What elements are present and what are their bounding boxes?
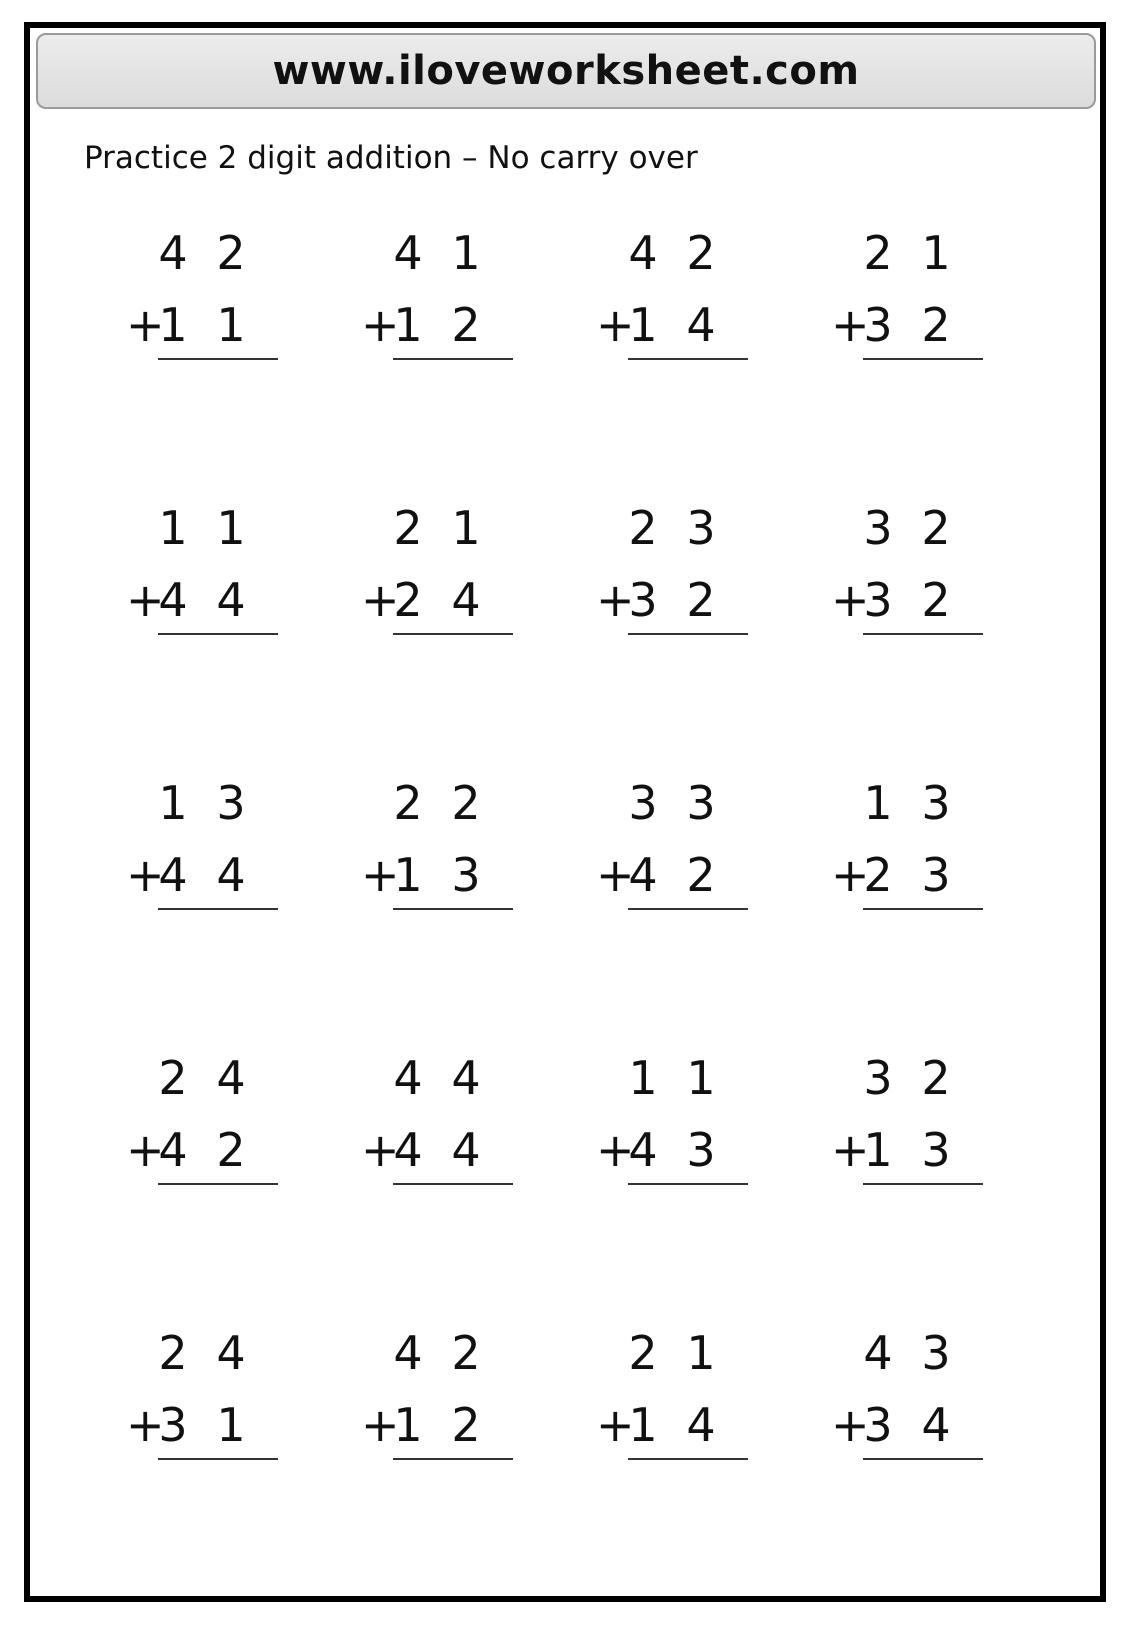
tens-digit: 4	[628, 226, 658, 280]
ones-digit: 2	[451, 1326, 481, 1380]
ones-digit: 3	[686, 1123, 716, 1177]
plus-sign: +	[361, 298, 400, 352]
addition-problem	[126, 1326, 296, 1470]
addition-problem	[596, 226, 766, 370]
tens-digit: 2	[628, 1326, 658, 1380]
ones-digit: 3	[921, 1123, 951, 1177]
tens-digit: 1	[628, 1398, 658, 1452]
ones-digit: 4	[686, 298, 716, 352]
tens-digit: 2	[863, 848, 893, 902]
tens-digit: 2	[628, 501, 658, 555]
plus-sign: +	[361, 1123, 400, 1177]
addition-problem	[831, 1051, 1001, 1195]
plus-sign: +	[596, 1123, 635, 1177]
plus-sign: +	[596, 573, 635, 627]
tens-digit: 1	[158, 298, 188, 352]
addition-problem	[831, 501, 1001, 645]
tens-digit: 4	[158, 573, 188, 627]
tens-digit: 3	[863, 573, 893, 627]
tens-digit: 3	[628, 573, 658, 627]
tens-digit: 4	[158, 848, 188, 902]
ones-digit: 2	[921, 1051, 951, 1105]
answer-line	[158, 358, 278, 360]
addition-problem	[596, 1051, 766, 1195]
addition-problem	[361, 1051, 531, 1195]
site-url: www.iloveworksheet.com	[272, 48, 860, 94]
answer-line	[628, 1183, 748, 1185]
addition-problem	[126, 501, 296, 645]
tens-digit: 2	[158, 1326, 188, 1380]
tens-digit: 4	[863, 1326, 893, 1380]
addition-problem	[831, 1326, 1001, 1470]
ones-digit: 4	[216, 848, 246, 902]
ones-digit: 4	[451, 573, 481, 627]
ones-digit: 1	[686, 1326, 716, 1380]
plus-sign: +	[831, 298, 870, 352]
ones-digit: 2	[451, 776, 481, 830]
answer-line	[158, 1183, 278, 1185]
ones-digit: 4	[921, 1398, 951, 1452]
ones-digit: 1	[686, 1051, 716, 1105]
ones-digit: 1	[451, 226, 481, 280]
plus-sign: +	[361, 573, 400, 627]
tens-digit: 1	[158, 501, 188, 555]
answer-line	[393, 1183, 513, 1185]
ones-digit: 2	[921, 573, 951, 627]
ones-digit: 2	[451, 298, 481, 352]
tens-digit: 2	[393, 573, 423, 627]
plus-sign: +	[126, 298, 165, 352]
tens-digit: 1	[393, 298, 423, 352]
addition-problem	[361, 1326, 531, 1470]
ones-digit: 4	[451, 1123, 481, 1177]
plus-sign: +	[831, 1398, 870, 1452]
ones-digit: 4	[216, 1326, 246, 1380]
tens-digit: 2	[393, 501, 423, 555]
addition-problem	[831, 226, 1001, 370]
tens-digit: 1	[628, 298, 658, 352]
plus-sign: +	[831, 573, 870, 627]
tens-digit: 3	[863, 1398, 893, 1452]
tens-digit: 2	[863, 226, 893, 280]
addition-problem	[831, 776, 1001, 920]
plus-sign: +	[831, 848, 870, 902]
answer-line	[393, 633, 513, 635]
ones-digit: 1	[921, 226, 951, 280]
plus-sign: +	[126, 1398, 165, 1452]
ones-digit: 2	[921, 298, 951, 352]
answer-line	[393, 1458, 513, 1460]
answer-line	[628, 633, 748, 635]
ones-digit: 3	[921, 776, 951, 830]
addition-problem	[361, 501, 531, 645]
plus-sign: +	[126, 848, 165, 902]
addition-problem	[596, 501, 766, 645]
tens-digit: 4	[393, 1123, 423, 1177]
addition-problem	[126, 776, 296, 920]
plus-sign: +	[361, 1398, 400, 1452]
tens-digit: 4	[393, 1326, 423, 1380]
instruction-text: Practice 2 digit addition – No carry over	[84, 140, 698, 176]
plus-sign: +	[126, 1123, 165, 1177]
tens-digit: 4	[158, 1123, 188, 1177]
tens-digit: 4	[393, 226, 423, 280]
plus-sign: +	[596, 848, 635, 902]
ones-digit: 2	[216, 1123, 246, 1177]
addition-problem	[361, 226, 531, 370]
tens-digit: 3	[863, 1051, 893, 1105]
answer-line	[628, 358, 748, 360]
tens-digit: 2	[393, 776, 423, 830]
tens-digit: 2	[158, 1051, 188, 1105]
tens-digit: 3	[863, 298, 893, 352]
tens-digit: 4	[393, 1051, 423, 1105]
tens-digit: 4	[158, 226, 188, 280]
ones-digit: 3	[921, 848, 951, 902]
ones-digit: 1	[216, 298, 246, 352]
tens-digit: 1	[393, 848, 423, 902]
ones-digit: 3	[686, 776, 716, 830]
answer-line	[863, 358, 983, 360]
answer-line	[863, 908, 983, 910]
answer-line	[863, 633, 983, 635]
answer-line	[628, 908, 748, 910]
addition-problem	[361, 776, 531, 920]
answer-line	[863, 1458, 983, 1460]
addition-problem	[596, 776, 766, 920]
answer-line	[158, 908, 278, 910]
addition-problem	[126, 226, 296, 370]
answer-line	[158, 1458, 278, 1460]
ones-digit: 2	[686, 226, 716, 280]
tens-digit: 1	[158, 776, 188, 830]
tens-digit: 4	[628, 848, 658, 902]
plus-sign: +	[361, 848, 400, 902]
tens-digit: 1	[393, 1398, 423, 1452]
tens-digit: 1	[628, 1051, 658, 1105]
answer-line	[863, 1183, 983, 1185]
ones-digit: 2	[921, 501, 951, 555]
answer-line	[393, 908, 513, 910]
tens-digit: 3	[628, 776, 658, 830]
answer-line	[393, 358, 513, 360]
ones-digit: 2	[216, 226, 246, 280]
ones-digit: 4	[686, 1398, 716, 1452]
ones-digit: 3	[451, 848, 481, 902]
ones-digit: 2	[686, 573, 716, 627]
answer-line	[158, 633, 278, 635]
plus-sign: +	[126, 573, 165, 627]
ones-digit: 1	[216, 1398, 246, 1452]
ones-digit: 4	[216, 1051, 246, 1105]
addition-problem	[126, 1051, 296, 1195]
ones-digit: 3	[921, 1326, 951, 1380]
plus-sign: +	[596, 298, 635, 352]
ones-digit: 4	[451, 1051, 481, 1105]
tens-digit: 3	[863, 501, 893, 555]
tens-digit: 4	[628, 1123, 658, 1177]
tens-digit: 1	[863, 1123, 893, 1177]
ones-digit: 2	[451, 1398, 481, 1452]
ones-digit: 1	[451, 501, 481, 555]
tens-digit: 3	[158, 1398, 188, 1452]
addition-problem	[596, 1326, 766, 1470]
ones-digit: 3	[216, 776, 246, 830]
tens-digit: 1	[863, 776, 893, 830]
ones-digit: 4	[216, 573, 246, 627]
answer-line	[628, 1458, 748, 1460]
plus-sign: +	[596, 1398, 635, 1452]
ones-digit: 2	[686, 848, 716, 902]
plus-sign: +	[831, 1123, 870, 1177]
ones-digit: 1	[216, 501, 246, 555]
ones-digit: 3	[686, 501, 716, 555]
